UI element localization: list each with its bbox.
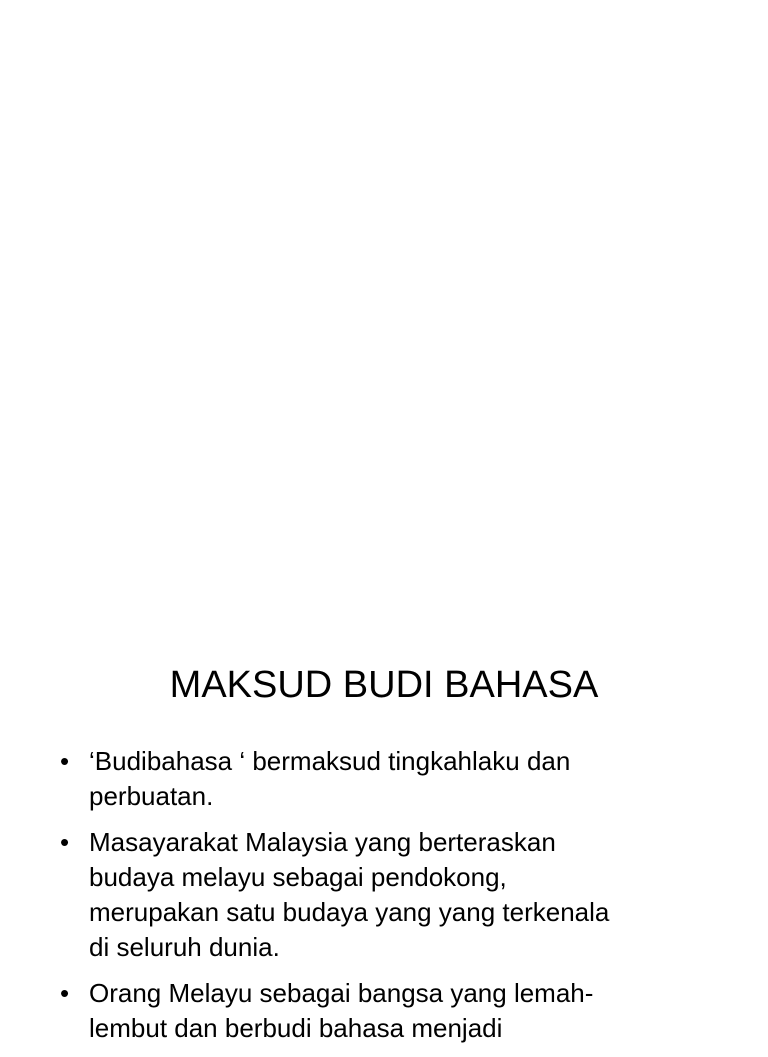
bullet-list — [0, 744, 768, 1057]
bullet-text: Orang Melayu sebagai bangsa yang lemah- lembut dan berbudi bahasa menjadi — [89, 978, 594, 1043]
bullet-text: ‘Budibahasa ‘ bermaksud tingkahlaku dan perbuatan. — [89, 746, 571, 811]
bullet-text: Masayarakat Malaysia yang berteraskan budaya melayu sebagai pendokong, merupakan satu budaya yang yang terkenala di seluruh dunia. — [89, 827, 610, 962]
bullet-dot-icon: • — [60, 827, 70, 857]
bullet-dot-icon: • — [60, 746, 70, 776]
bullet-dot-icon: • — [60, 978, 70, 1008]
bullet-item — [0, 744, 768, 814]
bullet-item — [0, 976, 768, 1046]
slide-title: MAKSUD BUDI BAHASA — [169, 664, 599, 706]
bullet-item — [0, 825, 768, 965]
